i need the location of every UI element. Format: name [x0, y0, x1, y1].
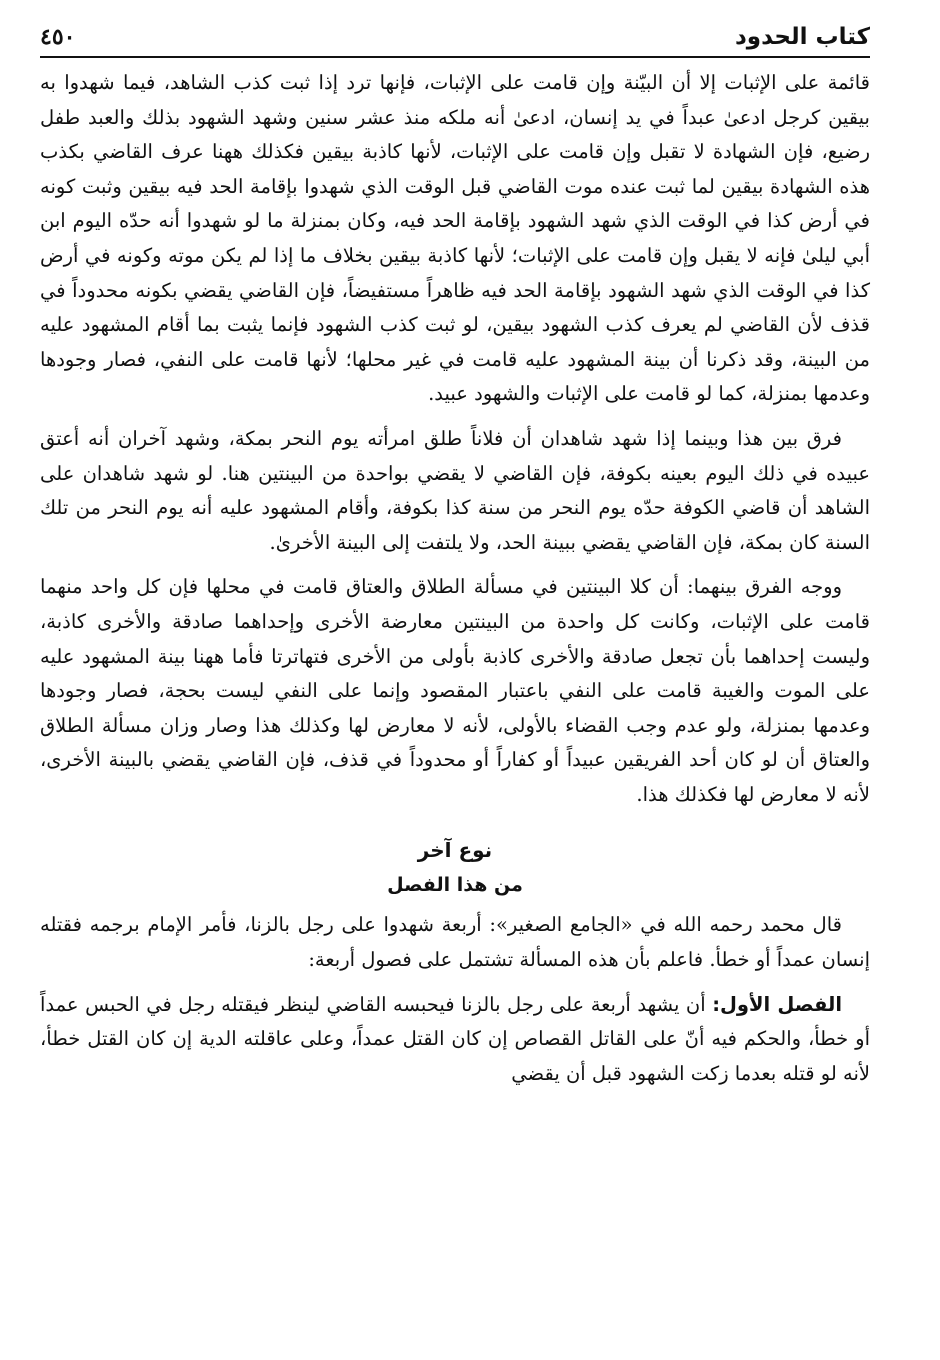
section-intro-paragraph: قال محمد رحمه الله في «الجامع الصغير»: أربعة شهدوا على رجل بالزنا، فأمر الإمام برجمه فقتله إنسان عمداً أو خطأ. فاعلم بأن هذه المسألة تشتمل على فصول أربعة:	[40, 913, 870, 972]
book-title: كتاب الحدود	[734, 24, 870, 50]
book-page	[40, 0, 870, 1360]
paragraph-2: فرق بين هذا وبينما إذا شهد شاهدان أن فلاناً طلق امرأته يوم النحر بمكة، وشهد آخران أنه أعتق عبيده في ذلك اليوم بعينه بكوفة، فإن القاضي لا يقضي بواحدة من البينتين هنا. لو شهد شاهدان على الشاهد أن قاضي الكوفة حدّه يوم النحر من سنة كذا بكوفة، وأقام المشهود عليه أنه يوم النحر من تلك السنة كان بمكة، فإن القاضي يقضي ببينة الحد، ولا يلتفت إلى البينة الأخرىٰ.	[40, 426, 870, 554]
section-heading: نوع آخر	[417, 838, 493, 863]
page-number: ٤٥٠	[40, 24, 76, 50]
section-subheading: من هذا الفصل	[387, 874, 523, 897]
paragraph-1: قائمة على الإثبات إلا أن البيّنة وإن قامت على الإثبات، فإنها ترد إذا ثبت كذب الشاهد، فيما شهدوا به بيقين كرجل ادعىٰ عبداً في يد إنسان، ادعىٰ أنه ملكه منذ عشر سنين وشهد الشهود بذلك والعبد طفل رضيع، فإن الشهادة لا تقبل وإن قامت على الإثبات، لأنها كاذبة بيقين فكذلك ههنا عرف القاضي بكذب هذه الشهادة بيقين لما ثبت عنده موت القاضي قبل الوقت الذي شهدوا بإقامة الحد فيه بيقين وثبت كونه في أرض كذا في الوقت الذي شهد الشهود بإقامة الحد فيه، وكان بمنزلة ما لو شهدوا أنه حدّه اليوم ابن أبي ليلىٰ فإنه لا يقبل وإن قامت على الإثبات؛ لأنها كاذبة بيقين بخلاف ما إذا لم يكن موته وكونه في أرض كذا في الوقت الذي شهد الشهود بإقامة الحد فيه ظاهراً مستفيضاً، فإن القاضي يقضي بكونه محدوداً في قذف لأن القاضي لم يعرف كذب الشهود بيقين، لو ثبت كذب الشهود فإنما يثبت بما أقام المشهود عليه من البينة، وقد ذكرنا أن بينة المشهود عليه قامت في غير محلها؛ لأنها قامت على النفي، فصار وجودها وعدمها بمنزلة، كما لو قامت على الإثبات والشهود عبيد.	[40, 71, 870, 406]
paragraph-3: ووجه الفرق بينهما: أن كلا البينتين في مسألة الطلاق والعتاق قامت في محلها فإن كل واحد منهما قامت على الإثبات، وكانت كل واحدة من البينتين معارضة الأخرى وإحداهما صادقة والأخرى كاذبة، وليست إحداهما بأن تجعل صادقة والأخرى كاذبة بأولى من الأخرى فتهاترتا فأما ههنا بينة المشهود عليه على الموت والغيبة قامت على النفي باعتبار المقصود وإنما على النفي ليست بحجة، فصار وجودها وعدمها بمنزلة، ولو عدم وجب القضاء بالأولى، لأنه لا معارض لها وكذلك هذا وصار وزان مسألة الطلاق والعتاق أن لو كان أحد الفريقين عبيداً أو كفاراً أو محدوداً في قذف، فإن القاضي يقضي بالبينة الأخرى، لأنه لا معارض لها فكذلك هذا.	[40, 575, 870, 806]
first-chapter-paragraph	[40, 988, 870, 1092]
first-chapter-label: الفصل الأول:	[712, 992, 843, 1016]
page-header	[40, 10, 870, 50]
page-body	[40, 66, 870, 1101]
first-chapter-text: أن يشهد أربعة على رجل بالزنا فيحبسه القاضي لينظر فيقتله رجل في الحبس عمداً أو خطأ، والحكم فيه أنّ على القاتل القصاص إن كان القتل عمداً، وعلى عاقلته الدية إن كان القتل خطأ، لأنه لو قتله بعدما زكت الشهود قبل أن يقضي	[40, 992, 870, 1085]
header-divider	[40, 56, 870, 58]
